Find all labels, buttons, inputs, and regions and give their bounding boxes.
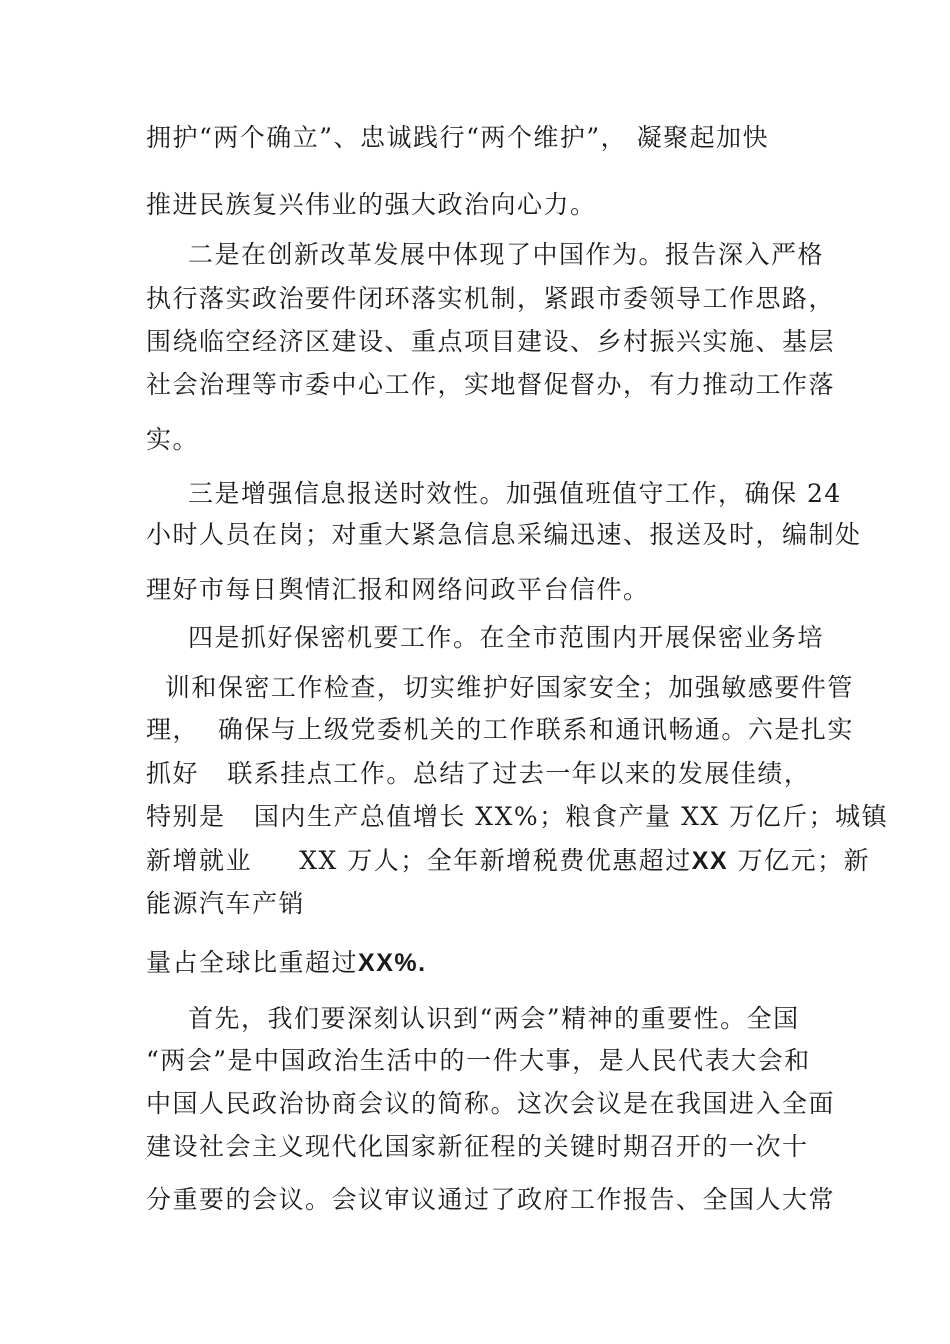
text-line: 抓好 联系挂点工作。总结了过去一年以来的发展佳绩， bbox=[146, 759, 811, 788]
paragraph-start: 首先，我们要深刻认识到“两会”精神的重要性。全国 bbox=[188, 1004, 800, 1033]
paragraph-start: 四是抓好保密机要工作。在全市范围内开展保密业务培 bbox=[188, 623, 825, 652]
text-line: 中国人民政治协商会议的简称。这次会议是在我国进入全面 bbox=[146, 1089, 836, 1118]
text-line: 拥护“两个确立”、忠诚践行“两个维护”， 凝聚起加快 bbox=[146, 123, 770, 152]
bold-value: XX%. bbox=[358, 949, 427, 977]
text-segment: 新增就业 XX 万人；全年新增税费优惠超过 bbox=[146, 846, 692, 875]
text-line bbox=[146, 846, 870, 876]
text-line: 特别是 国内生产总值增长 XX%；粮食产量 XX 万亿斤；城镇 bbox=[146, 802, 889, 831]
text-line: 分重要的会议。会议审议通过了政府工作报告、全国人大常 bbox=[146, 1185, 836, 1214]
text-line: 围绕临空经济区建设、重点项目建设、乡村振兴实施、基层 bbox=[146, 327, 836, 356]
text-line: 实。 bbox=[146, 425, 200, 454]
text-line: 建设社会主义现代化国家新征程的关键时期召开的一次十 bbox=[146, 1132, 809, 1161]
text-segment: 万亿元；新 bbox=[728, 846, 871, 875]
text-segment: 量占全球比重超过 bbox=[146, 948, 359, 977]
text-line: 社会治理等市委中心工作，实地督促督办，有力推动工作落 bbox=[146, 370, 836, 399]
text-line bbox=[146, 948, 427, 978]
text-line: 能源汽车产销 bbox=[146, 889, 306, 918]
text-line: 推进民族复兴伟业的强大政治向心力。 bbox=[146, 190, 597, 219]
text-line: 执行落实政治要件闭环落实机制，紧跟市委领导工作思路， bbox=[146, 284, 836, 313]
bold-value: XX bbox=[691, 847, 729, 875]
text-line: 小时人员在岗；对重大紧急信息采编迅速、报送及时，编制处 bbox=[146, 520, 862, 549]
text-line: 理好市每日舆情汇报和网络问政平台信件。 bbox=[146, 575, 650, 604]
paragraph-start: 三是增强信息报送时效性。加强值班值守工作，确保 24 bbox=[188, 479, 842, 508]
text-line: 理， 确保与上级党委机关的工作联系和通讯畅通。六是扎实 bbox=[146, 715, 854, 744]
paragraph-start: 二是在创新改革发展中体现了中国作为。报告深入严格 bbox=[188, 240, 825, 269]
text-line: “两会”是中国政治生活中的一件大事，是人民代表大会和 bbox=[146, 1046, 811, 1075]
text-line: 训和保密工作检查，切实维护好国家安全；加强敏感要件管 bbox=[146, 673, 854, 702]
